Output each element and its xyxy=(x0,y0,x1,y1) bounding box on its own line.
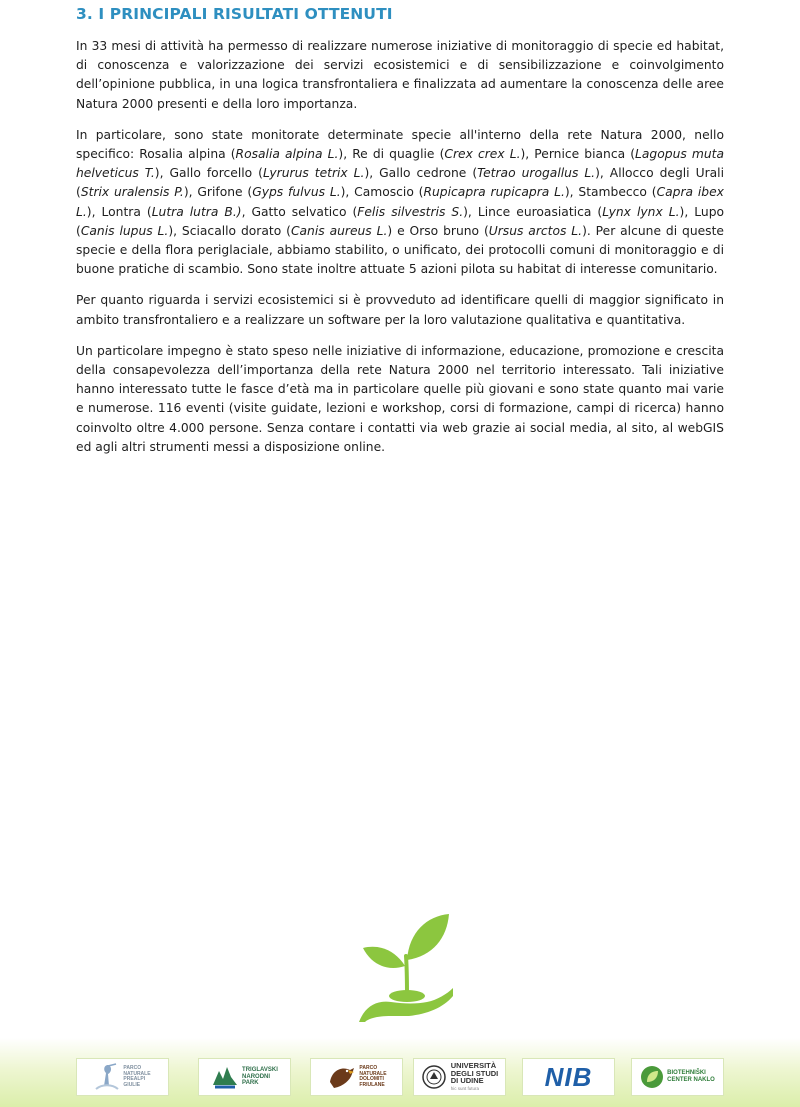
paragraph-ecosystem-services: Per quanto riguarda i servizi ecosistemici si è provveduto ad identificare quelli di maggior significato in ambito transfrontaliero e a realizzare un software per la loro valutazione qualitativa e quantitativa. xyxy=(76,293,724,327)
university-seal-icon xyxy=(421,1064,447,1090)
species-name: Canis lupus L. xyxy=(80,223,169,238)
partner-logo-dolomiti-friulane: PARCO NATURALE DOLOMITI FRIULANE xyxy=(310,1058,403,1096)
species-name: Tetrao urogallus L. xyxy=(477,166,596,181)
body-text xyxy=(76,37,724,469)
species-name: Rupicapra rupicapra L. xyxy=(423,185,565,200)
heron-logo-icon xyxy=(94,1062,120,1092)
species-name: Lutra lutra B.) xyxy=(151,204,242,219)
species-name: Crex crex L. xyxy=(444,147,521,162)
leaf-logo-icon xyxy=(640,1065,664,1089)
eagle-logo-icon xyxy=(326,1062,356,1092)
species-name: Strix uralensis P. xyxy=(80,185,184,200)
species-name: Lynx lynx L. xyxy=(602,204,680,219)
section-title: 3. I PRINCIPALI RISULTATI OTTENUTI xyxy=(76,5,393,23)
species-name: Ursus arctos L. xyxy=(488,223,583,238)
partner-logo-biotehniski-naklo: BIOTEHNIŠKI CENTER NAKLO xyxy=(631,1058,724,1096)
species-name: Felis silvestris S. xyxy=(357,204,464,219)
partner-logo-universita-udine: UNIVERSITÀ DEGLI STUDI DI UDINE hic sunt futura xyxy=(413,1058,506,1096)
species-name: Rosalia alpina L. xyxy=(235,147,339,162)
species-name: Lagopus muta helveticus T. xyxy=(76,147,724,181)
species-name: Capra ibex L. xyxy=(76,185,724,219)
plant-in-hand-icon xyxy=(357,910,453,1022)
species-name: Gyps fulvus L. xyxy=(252,185,341,200)
partner-logo-nib xyxy=(522,1058,615,1096)
species-name: Lyrurus tetrix L. xyxy=(262,166,365,181)
paragraph-intro: In 33 mesi di attività ha permesso di realizzare numerose iniziative di monitoraggio di specie ed habitat, di conoscenza e valorizzazione dei servizi ecosistemici e di sensibilizzazione e coinvolgimento dell’opinione pubblica, in una logica transfrontaliera e finalizzata ad aumentare la conoscenza delle aree Natura 2000 presenti e della loro importanza. xyxy=(76,39,724,111)
nib-logo-icon: NIB xyxy=(544,1062,593,1092)
partner-logo-triglav: TRIGLAVSKI NARODNI PARK xyxy=(198,1058,291,1096)
triglav-logo-icon xyxy=(211,1063,239,1091)
paragraph-species: In particolare, sono state monitorate determinate specie all'interno della rete Natura 2000, nello specifico: Rosalia alpina (Rosalia alpina L.), Re di quaglie (Crex crex L.), Pernice bianca (Lagopus muta helveticus T.), Gallo forcello (Lyrurus tetrix L.), Gallo cedrone (Tetrao urogallus L.), Allocco degli Urali (Strix uralensis P.), Grifone (Gyps fulvus L.), Camoscio (Rupicapra rupicapra L.), Stambecco (Capra ibex L.), Lontra (Lutra lutra B.), Gatto selvatico (Felis silvestris S.), Lince euroasiatica (Lynx lynx L.), Lupo (Canis lupus L.), Sciacallo dorato (Canis aureus L.) e Orso bruno (Ursus arctos L.). Per alcune di queste specie e della flora periglaciale, abbiamo stabilito, o unificato, dei protocolli comuni di monitoraggio e di buone pratiche di scambio. Sono state inoltre attuate 5 azioni pilota su habitat di interesse comunitario. xyxy=(76,127,725,277)
species-name: Canis aureus L. xyxy=(290,223,388,238)
partner-logo-prealpi-giulie: PARCO NATURALE PREALPI GIULIE xyxy=(76,1058,169,1096)
paragraph-outreach: Un particolare impegno è stato speso nelle iniziative di informazione, educazione, promozione e crescita della consapevolezza dell’importanza della rete Natura 2000 nel territorio interessato. Tali iniziative hanno interessato tutte le fasce d’età ma in particolare quelle più giovani e sono state quanto mai varie e numerose. 116 eventi (visite guidate, lezioni e workshop, corsi di formazione, campi di ricerca) hanno coinvolto oltre 4.000 persone. Senza contare i contatti via web grazie ai social media, al sito, al webGIS ed agli altri strumenti messi a disposizione online. xyxy=(76,343,724,454)
